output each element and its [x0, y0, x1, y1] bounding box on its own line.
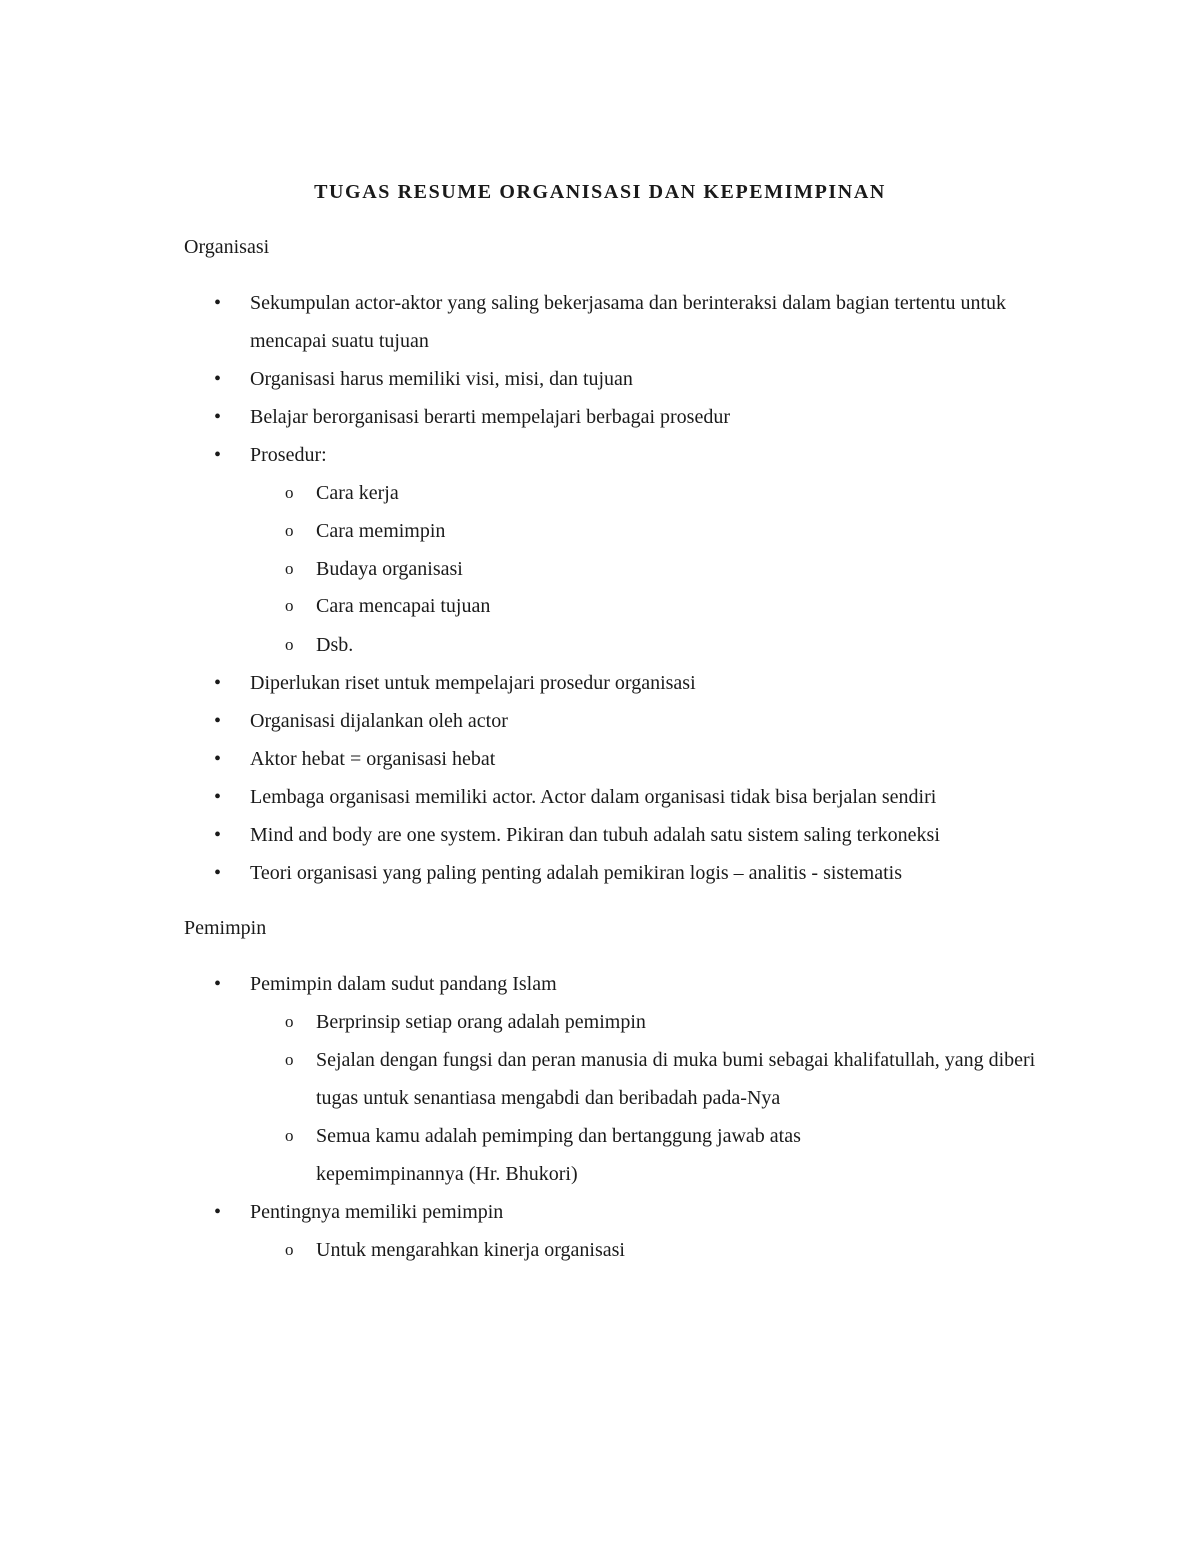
- bullet-marker: •: [214, 672, 222, 694]
- section-heading-pemimpin: Pemimpin: [184, 917, 267, 939]
- sub-list-item: [285, 550, 1036, 588]
- document-title: TUGAS RESUME ORGANISASI DAN KEPEMIMPINAN: [314, 181, 886, 203]
- sub-list-item: [285, 1231, 1036, 1269]
- sub-bullet-marker: o: [285, 635, 294, 654]
- sub-list-item: [285, 587, 1036, 625]
- list-item: [214, 436, 1030, 474]
- sub-list-item: [285, 474, 1036, 512]
- sub-list-item-text: Budaya organisasi: [316, 558, 463, 580]
- list-item-text: Prosedur:: [250, 444, 327, 466]
- sub-list-item: [285, 512, 1036, 550]
- section-heading-organisasi: Organisasi: [184, 236, 270, 258]
- list-item-text: Pemimpin dalam sudut pandang Islam: [250, 973, 557, 995]
- list-item-text: Teori organisasi yang paling penting adalah pemikiran logis – analitis - sistematis: [250, 862, 902, 884]
- bullet-marker: •: [214, 824, 222, 846]
- bullet-marker: •: [214, 786, 222, 808]
- sub-list-item: [285, 1003, 1036, 1041]
- sub-bullet-marker: o: [285, 521, 294, 540]
- list-item-text: Diperlukan riset untuk mempelajari prosedur organisasi: [250, 672, 696, 694]
- sub-list-item-text: Dsb.: [316, 634, 354, 656]
- list-item: [214, 702, 1030, 740]
- bullet-marker: •: [214, 862, 222, 884]
- bullet-marker: •: [214, 406, 222, 428]
- bullet-marker: •: [214, 1201, 222, 1223]
- bullet-marker: •: [214, 444, 222, 466]
- list-item: [214, 740, 1030, 778]
- list-item: [214, 398, 1030, 436]
- list-item-text: Lembaga organisasi memiliki actor. Actor dalam organisasi tidak bisa berjalan sendiri: [250, 786, 937, 808]
- sub-list-item: [285, 626, 1036, 664]
- list-item-text: Sekumpulan actor-aktor yang saling bekerjasama dan berinteraksi dalam bagian tertentu untuk mencapai suatu tujuan: [250, 292, 1007, 352]
- sub-list-item: [285, 1117, 1036, 1193]
- list-item-text: Belajar berorganisasi berarti mempelajari berbagai prosedur: [250, 406, 730, 428]
- list-item-text: Pentingnya memiliki pemimpin: [250, 1201, 504, 1223]
- list-item: [214, 1193, 1030, 1231]
- sub-list-item-text: Cara kerja: [316, 482, 399, 504]
- list-item: [214, 664, 1030, 702]
- bullet-marker: •: [214, 292, 222, 314]
- list-item: [214, 778, 1030, 816]
- sub-list-item-text: Cara memimpin: [316, 520, 446, 542]
- sub-list-item-text: Berprinsip setiap orang adalah pemimpin: [316, 1011, 646, 1033]
- list-item: [214, 854, 1030, 892]
- sub-bullet-marker: o: [285, 596, 294, 615]
- bullet-marker: •: [214, 368, 222, 390]
- sub-bullet-marker: o: [285, 1012, 294, 1031]
- list-item: [214, 284, 1030, 360]
- list-item: [214, 816, 1030, 854]
- list-item-text: Organisasi harus memiliki visi, misi, dan tujuan: [250, 368, 633, 390]
- sub-list-item-text: Cara mencapai tujuan: [316, 595, 491, 617]
- sub-bullet-marker: o: [285, 1240, 294, 1259]
- sub-bullet-marker: o: [285, 1126, 294, 1145]
- sub-list-item-text: Untuk mengarahkan kinerja organisasi: [316, 1239, 625, 1261]
- sub-list-item: [285, 1041, 1036, 1117]
- sub-list-item-text: Semua kamu adalah pemimping dan bertanggung jawab atas kepemimpinannya (Hr. Bhukori): [316, 1125, 801, 1185]
- sub-bullet-marker: o: [285, 559, 294, 578]
- list-item-text: Aktor hebat = organisasi hebat: [250, 748, 496, 770]
- bullet-marker: •: [214, 710, 222, 732]
- sub-bullet-marker: o: [285, 1050, 294, 1069]
- sub-list-item-text: Sejalan dengan fungsi dan peran manusia di muka bumi sebagai khalifatullah, yang diberi tugas untuk senantiasa mengabdi dan beribadah pada-Nya: [316, 1049, 1036, 1109]
- list-item-text: Mind and body are one system. Pikiran dan tubuh adalah satu sistem saling terkoneksi: [250, 824, 940, 846]
- bullet-marker: •: [214, 973, 222, 995]
- bullet-marker: •: [214, 748, 222, 770]
- list-item: [214, 965, 1030, 1003]
- sub-bullet-marker: o: [285, 483, 294, 502]
- list-item: [214, 360, 1030, 398]
- list-item-text: Organisasi dijalankan oleh actor: [250, 710, 508, 732]
